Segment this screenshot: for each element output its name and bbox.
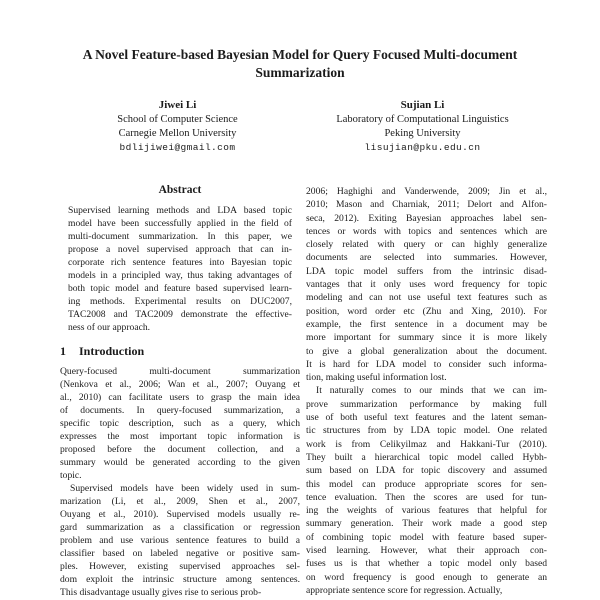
intro-paragraph-1 bbox=[60, 365, 300, 482]
left-column bbox=[60, 183, 300, 599]
abstract-body bbox=[60, 204, 300, 334]
text-line: summary would be generated according to the given bbox=[60, 457, 300, 468]
text-line: tence evaluation. Then the scores are used for tun- bbox=[306, 491, 547, 503]
author-1 bbox=[55, 98, 300, 155]
text-line: proposed before the document collection, and a bbox=[60, 444, 300, 455]
text-line: topic. bbox=[60, 470, 82, 481]
author-1-affil-2: Carnegie Mellon University bbox=[118, 127, 237, 139]
text-line: closely related with query or can highly generalize bbox=[306, 239, 547, 251]
text-line: TAC2008 and TAC2009 demonstrate the effective- bbox=[68, 309, 292, 320]
author-1-affil-1: School of Computer Science bbox=[117, 114, 238, 125]
text-line: work is from Celikyilmaz and Hakkani-Tur (2010). bbox=[306, 438, 547, 450]
section-heading-introduction bbox=[60, 343, 300, 359]
text-line: marization (Li, et al., 2009, Shen et al., 2007, bbox=[60, 496, 300, 507]
author-1-name: Jiwei Li bbox=[158, 99, 197, 111]
text-line: prove summarization performance by making full bbox=[306, 398, 547, 410]
text-line: fuses us is that whether a topic model only based bbox=[306, 558, 547, 570]
paper-title-line-2: Summarization bbox=[255, 65, 345, 80]
text-line: multi-document summarization. In this paper, we bbox=[68, 231, 292, 242]
text-line: gard summarization as a classification or regression bbox=[60, 522, 300, 533]
author-2-name: Sujian Li bbox=[400, 99, 445, 111]
text-line: expresses the most important topic information is bbox=[60, 431, 300, 442]
text-line: 2006; Haghighi and Vanderwende, 2009; Jin et al., bbox=[306, 186, 547, 197]
text-line: documents are selected into summaries. However, bbox=[306, 252, 547, 264]
paper-title-line-1: A Novel Feature-based Bayesian Model for Query Focused Multi-document bbox=[82, 47, 518, 62]
text-line: position, word order etc (Zhu and Xing, 2010). For bbox=[306, 305, 547, 317]
text-line: This disadvantage usually gives rise to serious prob- bbox=[60, 587, 262, 598]
text-line: ness of our approach. bbox=[68, 322, 151, 333]
text-line: models in a principled way, thus taking advantages of bbox=[68, 270, 292, 281]
text-line: tion, making useful information lost. bbox=[306, 372, 447, 384]
text-line: of combining topic model with feature based super- bbox=[306, 531, 547, 543]
author-1-email: bdlijiwei@gmail.com bbox=[119, 142, 236, 153]
right-column bbox=[306, 185, 547, 597]
text-line: use of both useful text features and the latent seman- bbox=[306, 412, 547, 424]
text-line: modeling and can not use useful text features such as bbox=[306, 292, 547, 304]
text-line: specific topic description, such as a query, which bbox=[60, 418, 300, 429]
text-line: this model can produce appropriate scores for sen- bbox=[306, 478, 547, 490]
author-2 bbox=[300, 98, 545, 155]
author-2-affil-2: Peking University bbox=[384, 127, 461, 139]
text-line: more important for summary since it is more likely bbox=[306, 332, 547, 344]
text-line: (Nenkova et al., 2006; Wan et al., 2007; Ouyang et bbox=[60, 379, 300, 390]
text-line: Ouyang et al., 2010). Supervised models usually re- bbox=[60, 509, 300, 520]
text-line: to give a global generalization about the document. bbox=[306, 345, 547, 357]
text-line: tic structures from by LDA topic model. One related bbox=[306, 425, 547, 437]
text-line: LDA topic model suffers from the intrinsic disad- bbox=[306, 265, 547, 277]
section-number: 1 bbox=[60, 344, 66, 358]
paper-title bbox=[30, 46, 570, 82]
text-line: 2010; Mason and Charniak, 2011; Delort and Alfon- bbox=[306, 199, 547, 211]
text-line: al., 2010) can facilitate users to grasp the main idea bbox=[60, 392, 300, 403]
text-line: summary generation. Their work made a good step bbox=[306, 518, 547, 530]
text-line: dom exploit the intrinsic structure among sentences. bbox=[60, 574, 300, 585]
text-line: sum based on LDA for topic discovery and assumed bbox=[306, 465, 547, 477]
text-line: Supervised learning methods and LDA based topic bbox=[68, 205, 292, 216]
text-line: both topic model and feature based supervised learn- bbox=[68, 283, 292, 294]
text-line: They built a hierarchical topic model called Hybh- bbox=[306, 451, 547, 463]
right-paragraph-2 bbox=[306, 384, 547, 597]
abstract-heading: Abstract bbox=[158, 184, 202, 196]
text-line: vised learning. However, what their approach con- bbox=[306, 545, 547, 557]
text-line: of documents. In query-focused summarization, a bbox=[60, 405, 300, 416]
right-paragraph-1 bbox=[306, 185, 547, 384]
text-line: appropriate sentence score for regression. Actually, bbox=[306, 584, 503, 596]
section-title: Introduction bbox=[79, 344, 145, 358]
text-line: ing methods. Experimental results on DUC2007, bbox=[68, 296, 292, 307]
text-line: It is hard for LDA model to consider such informa- bbox=[306, 358, 547, 370]
text-line: propose a novel supervised approach that can in- bbox=[68, 244, 292, 255]
author-2-email: lisujian@pku.edu.cn bbox=[364, 142, 481, 153]
text-line: tences or words with topics and sentences which are bbox=[306, 225, 547, 237]
author-2-affil-1: Laboratory of Computational Linguistics bbox=[336, 114, 509, 125]
text-line: Query-focused multi-document summarization bbox=[60, 366, 300, 377]
text-line: problem and use various sentence features to build a bbox=[60, 535, 300, 546]
text-line: ples. However, existing supervised approaches sel- bbox=[60, 561, 300, 572]
text-line: classifier based on labeled negative or positive sam- bbox=[60, 548, 300, 559]
text-line: ing the weights of various features that helpful for bbox=[306, 505, 547, 517]
text-line: corporate rich sentence features into Bayesian topic bbox=[68, 257, 292, 268]
intro-paragraph-2 bbox=[60, 482, 300, 599]
text-line: It naturally comes to our minds that we can im- bbox=[316, 385, 547, 397]
text-line: Supervised models have been widely used in sum- bbox=[70, 483, 300, 494]
author-block-row bbox=[55, 98, 545, 155]
text-line: on word frequency is good enough to generate an bbox=[306, 571, 547, 583]
text-line: example, the first sentence in a document may be bbox=[306, 318, 547, 330]
text-line: model have been successfully applied in the field of bbox=[68, 218, 292, 229]
text-line: vantages that it only uses word frequency for topic bbox=[306, 279, 547, 291]
text-line: seca, 2012). Exiting Bayesian approaches label sen- bbox=[306, 212, 547, 224]
